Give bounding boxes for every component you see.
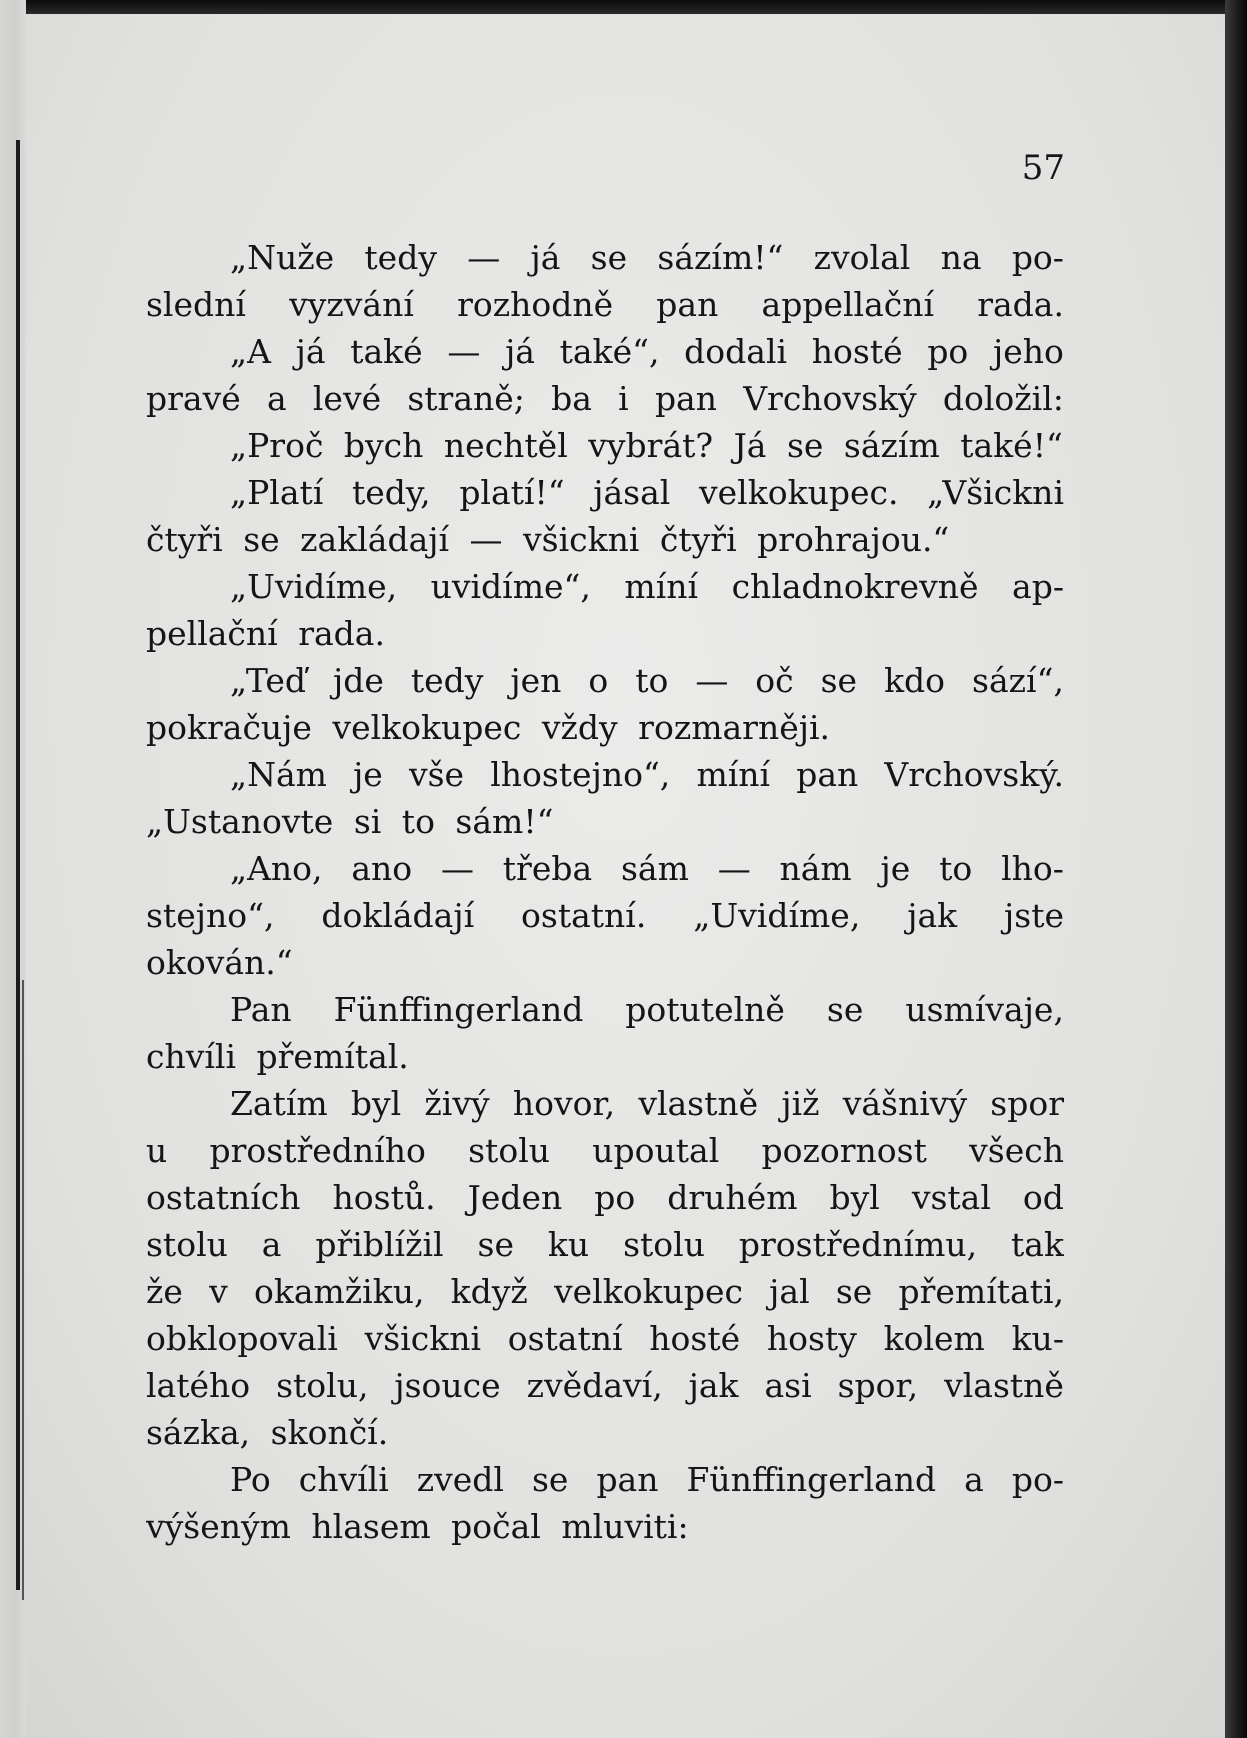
- binding-edge-line-faint: [22, 980, 24, 1600]
- text-line: čtyři se zakládají — všickni čtyři prohrajou.“: [146, 520, 950, 559]
- text-line: „Ano, ano — třeba sám — nám je to lho-: [230, 849, 1064, 888]
- text-line: pokračuje velkokupec vždy rozmarněji.: [146, 708, 831, 747]
- text-line: „Nám je vše lhostejno“, míní pan Vrchovský.: [230, 755, 1064, 794]
- text-line: stolu a přiblížil se ku stolu prostřednímu, tak: [146, 1225, 1064, 1264]
- scan-border-right: [1225, 0, 1247, 1738]
- text-line: chvíli přemítal.: [146, 1037, 409, 1076]
- text-line: Po chvíli zvedl se pan Fünffingerland a po-: [230, 1460, 1064, 1499]
- text-line: obklopovali všickni ostatní hosté hosty kolem ku-: [146, 1319, 1064, 1358]
- page-number: 57: [1021, 148, 1065, 188]
- text-line: ostatních hostů. Jeden po druhém byl vstal od: [146, 1178, 1064, 1217]
- text-line: výšeným hlasem počal mluviti:: [146, 1507, 689, 1546]
- text-line: u prostředního stolu upoutal pozornost všech: [146, 1131, 1064, 1170]
- text-line: Zatím byl živý hovor, vlastně již vášnivý spor: [230, 1084, 1064, 1123]
- body-text: [146, 234, 1064, 1550]
- text-line: „Teď jde tedy jen o to — oč se kdo sází“,: [230, 661, 1064, 700]
- text-line: že v okamžiku, když velkokupec jal se přemítati,: [146, 1272, 1064, 1311]
- text-line: pravé a levé straně; ba i pan Vrchovský doložil:: [146, 379, 1064, 418]
- text-line: „Ustanovte si to sám!“: [146, 802, 554, 841]
- binding-edge-line: [16, 140, 20, 1590]
- text-line: okován.“: [146, 943, 293, 982]
- text-line: pellační rada.: [146, 614, 385, 653]
- text-line: sázka, skončí.: [146, 1413, 389, 1452]
- text-line: latého stolu, jsouce zvědaví, jak asi spor, vlastně: [146, 1366, 1064, 1405]
- text-line: stejno“, dokládají ostatní. „Uvidíme, jak jste: [146, 896, 1064, 935]
- text-line: Pan Fünffingerland potutelně se usmívaje,: [230, 990, 1064, 1029]
- text-line: „Proč bych nechtěl vybrát? Já se sázím také!“: [230, 426, 1063, 465]
- text-line: slední vyzvání rozhodně pan appellační rada.: [146, 285, 1064, 324]
- text-line: „Uvidíme, uvidíme“, míní chladnokrevně ap-: [230, 567, 1064, 606]
- text-line: „A já také — já také“, dodali hosté po jeho: [230, 332, 1064, 371]
- text-line: „Platí tedy, platí!“ jásal velkokupec. „Všickni: [230, 473, 1064, 512]
- scan-border-top: [0, 0, 1247, 14]
- text-line: „Nuže tedy — já se sázím!“ zvolal na po-: [230, 238, 1064, 277]
